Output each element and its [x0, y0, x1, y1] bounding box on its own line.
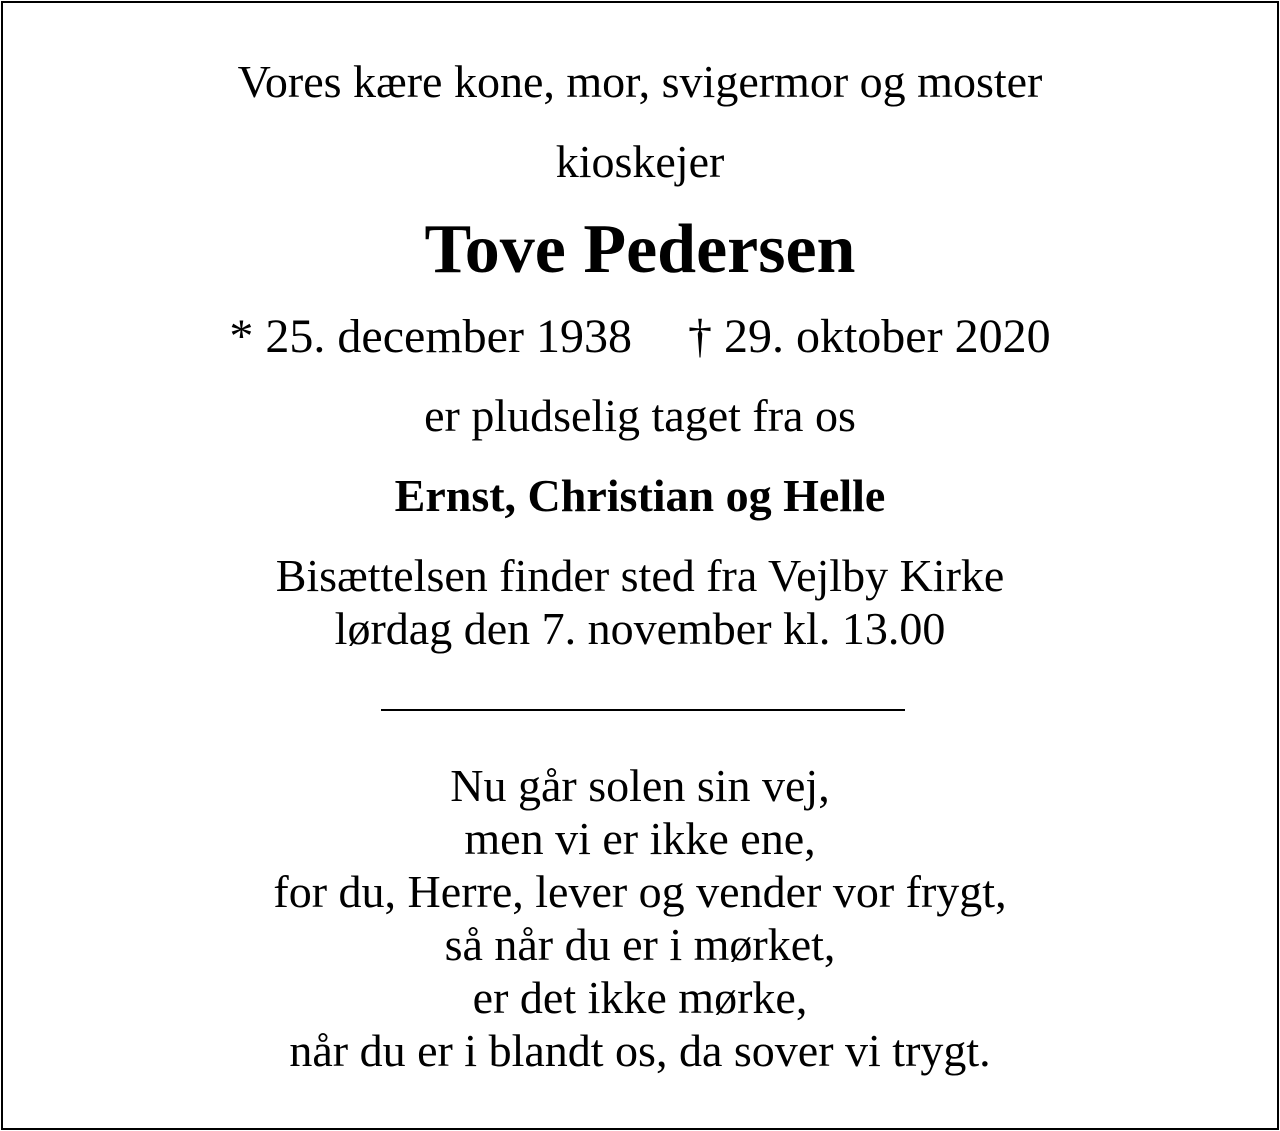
obituary-notice	[1, 1, 1279, 1130]
verse-line: men vi er ikke ene,	[464, 813, 816, 864]
birth-date: * 25. december 1938	[229, 310, 632, 363]
divider-line	[381, 709, 905, 711]
passing-text: er pludselig taget fra os	[424, 390, 856, 441]
verse-line: når du er i blandt os, da sover vi trygt.	[289, 1025, 991, 1076]
funeral-time: lørdag den 7. november kl. 13.00	[334, 603, 946, 654]
verse-line: Nu går solen sin vej,	[450, 760, 830, 811]
death-date: † 29. oktober 2020	[687, 310, 1051, 363]
family-names: Ernst, Christian og Helle	[394, 470, 886, 521]
verse-line: er det ikke mørke,	[472, 972, 808, 1023]
verse-line: for du, Herre, lever og vender vor frygt,	[273, 866, 1007, 917]
intro-text: Vores kære kone, mor, svigermor og moster	[237, 56, 1043, 107]
verse-line: så når du er i mørket,	[444, 919, 836, 970]
deceased-name: Tove Pedersen	[424, 211, 856, 288]
life-dates	[3, 310, 1277, 363]
funeral-location: Bisættelsen finder sted fra Vejlby Kirke	[275, 550, 1005, 601]
occupation-text: kioskejer	[555, 136, 725, 187]
